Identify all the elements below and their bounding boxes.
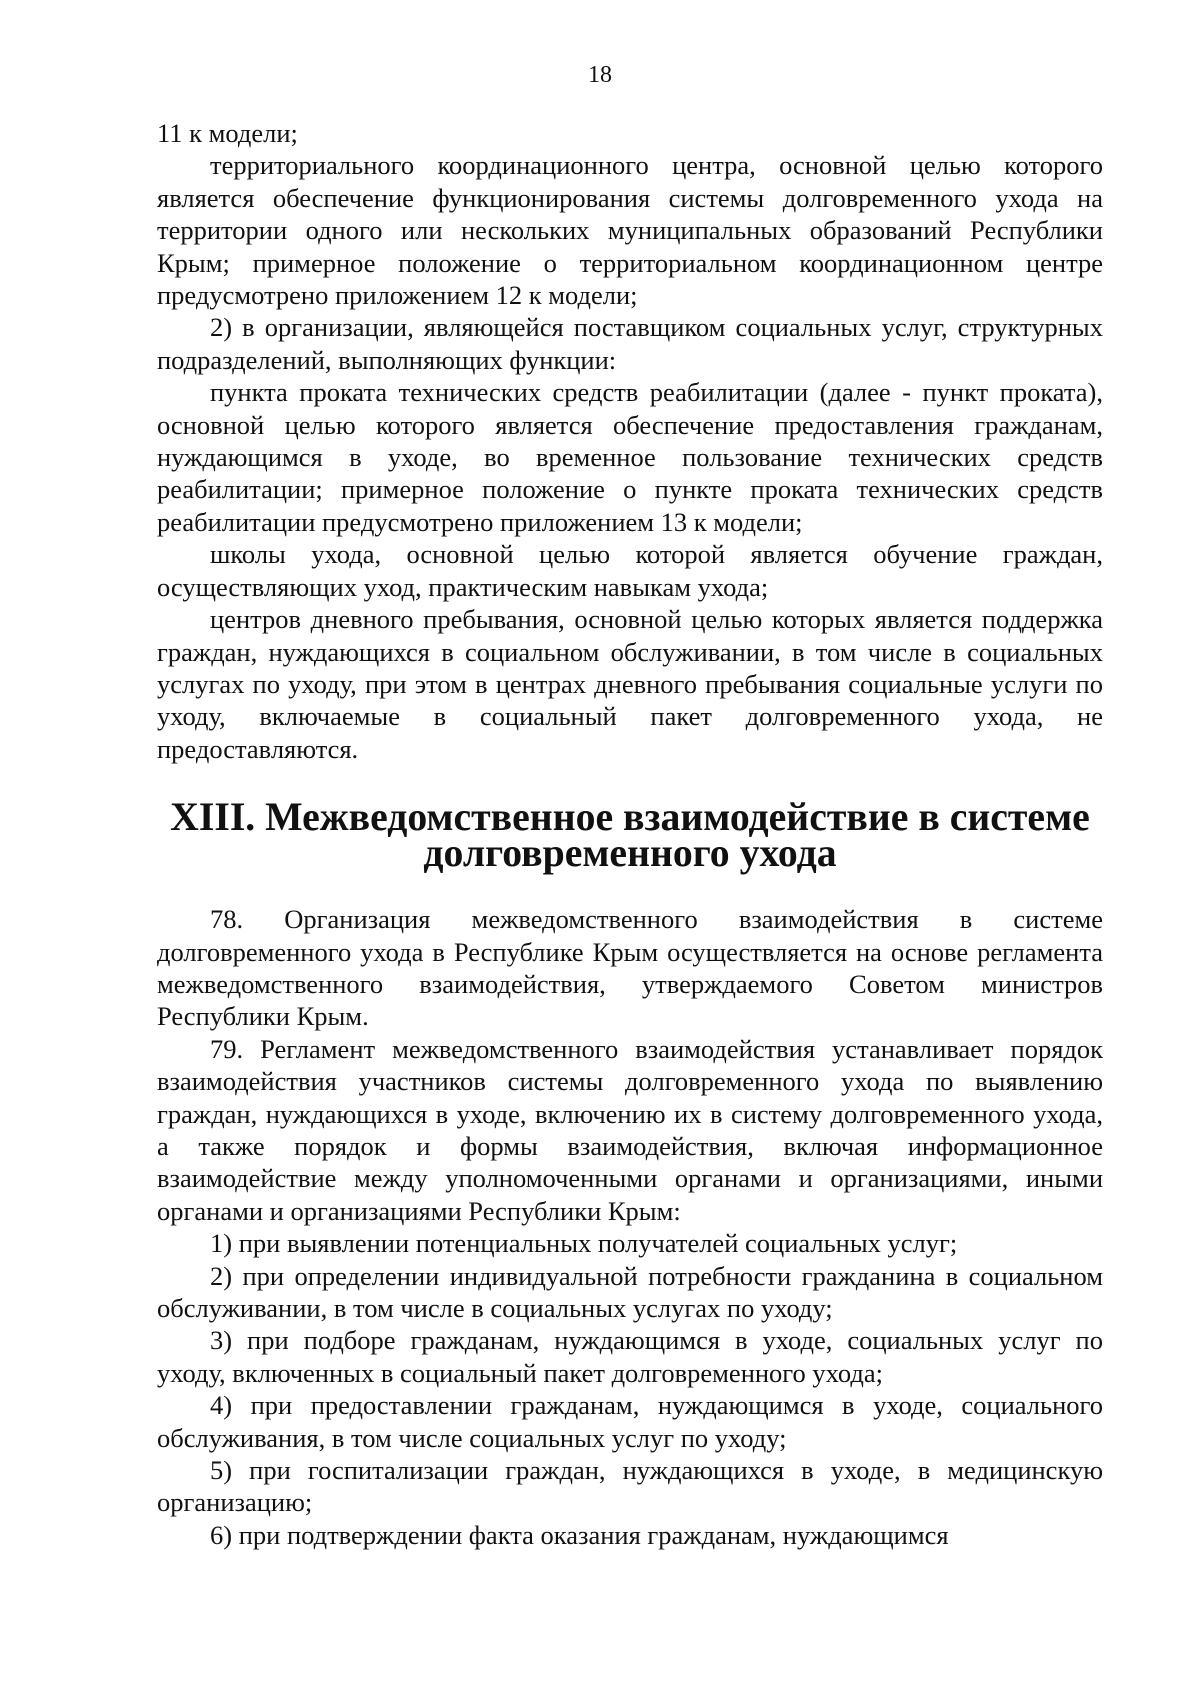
paragraph-care-school: школы ухода, основной целью которой является обучение граждан, осуществляющих уход, практическим навыкам ухода;	[157, 539, 1103, 602]
list-item-1: 1) при выявлении потенциальных получателей социальных услуг;	[210, 1228, 958, 1259]
paragraph-item-2: 2) в организации, являющейся поставщиком социальных услуг, структурных подразделений, выполняющих функции:	[157, 312, 1103, 375]
paragraph-rental-point: пункта проката технических средств реабилитации (далее - пункт проката), основной целью которого является обеспечение предоставления гражданам, нуждающимся в уходе, во временное пользование технических средств реабилитации; примерное положение о пункте проката технических средств реабилитации предусмотрено приложением 13 к модели;	[157, 377, 1103, 537]
paragraph-78: 78. Организация межведомственного взаимодействия в системе долговременного ухода в Республике Крым осуществляется на основе регламента межведомственного взаимодействия, утверждаемого Советом министров Республики Крым.	[157, 904, 1103, 1032]
section-heading-line-2: долговременного ухода	[423, 831, 837, 876]
paragraph-79: 79. Регламент межведомственного взаимодействия устанавливает порядок взаимодействия участников системы долговременного ухода по выявлению граждан, нуждающихся в уходе, включению их в систему долговременного ухода, а также порядок и формы взаимодействия, включая информационное взаимодействие между уполномоченными органами и организациями, иными органами и организациями Республики Крым:	[157, 1033, 1103, 1226]
paragraph-continuation: 11 к модели;	[157, 118, 298, 148]
spacer	[157, 871, 1103, 903]
paragraph-coordination-center: территориального координационного центра, основной целью которого является обеспечение функционирования системы долговременного ухода на территории одного или нескольких муниципальных образований Республики Крым; примерное положение о территориальном координационном центре предусмотрено приложением 12 к модели;	[157, 150, 1103, 311]
spacer	[157, 765, 1103, 799]
list-item-2: 2) при определении индивидуальной потребности гражданина в социальном обслуживании, в том числе в социальных услугах по уходу;	[157, 1260, 1103, 1323]
list-item-5: 5) при госпитализации граждан, нуждающихся в уходе, в медицинскую организацию;	[157, 1455, 1103, 1518]
section-heading	[157, 795, 1103, 876]
paragraph-day-centers: центров дневного пребывания, основной целью которых является поддержка граждан, нуждающихся в социальном обслуживании, в том числе в социальных услугах по уходу, при этом в центрах дневного пребывания социальные услуги по уходу, включаемые в социальный пакет долговременного ухода, не предоставляются.	[157, 604, 1103, 764]
document-body	[157, 117, 1103, 1551]
list-item-6: 6) при подтверждении факта оказания гражданам, нуждающимся	[210, 1519, 949, 1550]
list-item-4: 4) при предоставлении гражданам, нуждающимся в уходе, социального обслуживания, в том числе социальных услуг по уходу;	[157, 1390, 1103, 1453]
list-item-3: 3) при подборе гражданам, нуждающимся в уходе, социальных услуг по уходу, включенных в социальный пакет долговременного ухода;	[157, 1325, 1103, 1388]
page-number: 18	[588, 62, 612, 88]
section-heading-line-1: XIII. Межведомственное взаимодействие в системе	[170, 795, 1090, 840]
